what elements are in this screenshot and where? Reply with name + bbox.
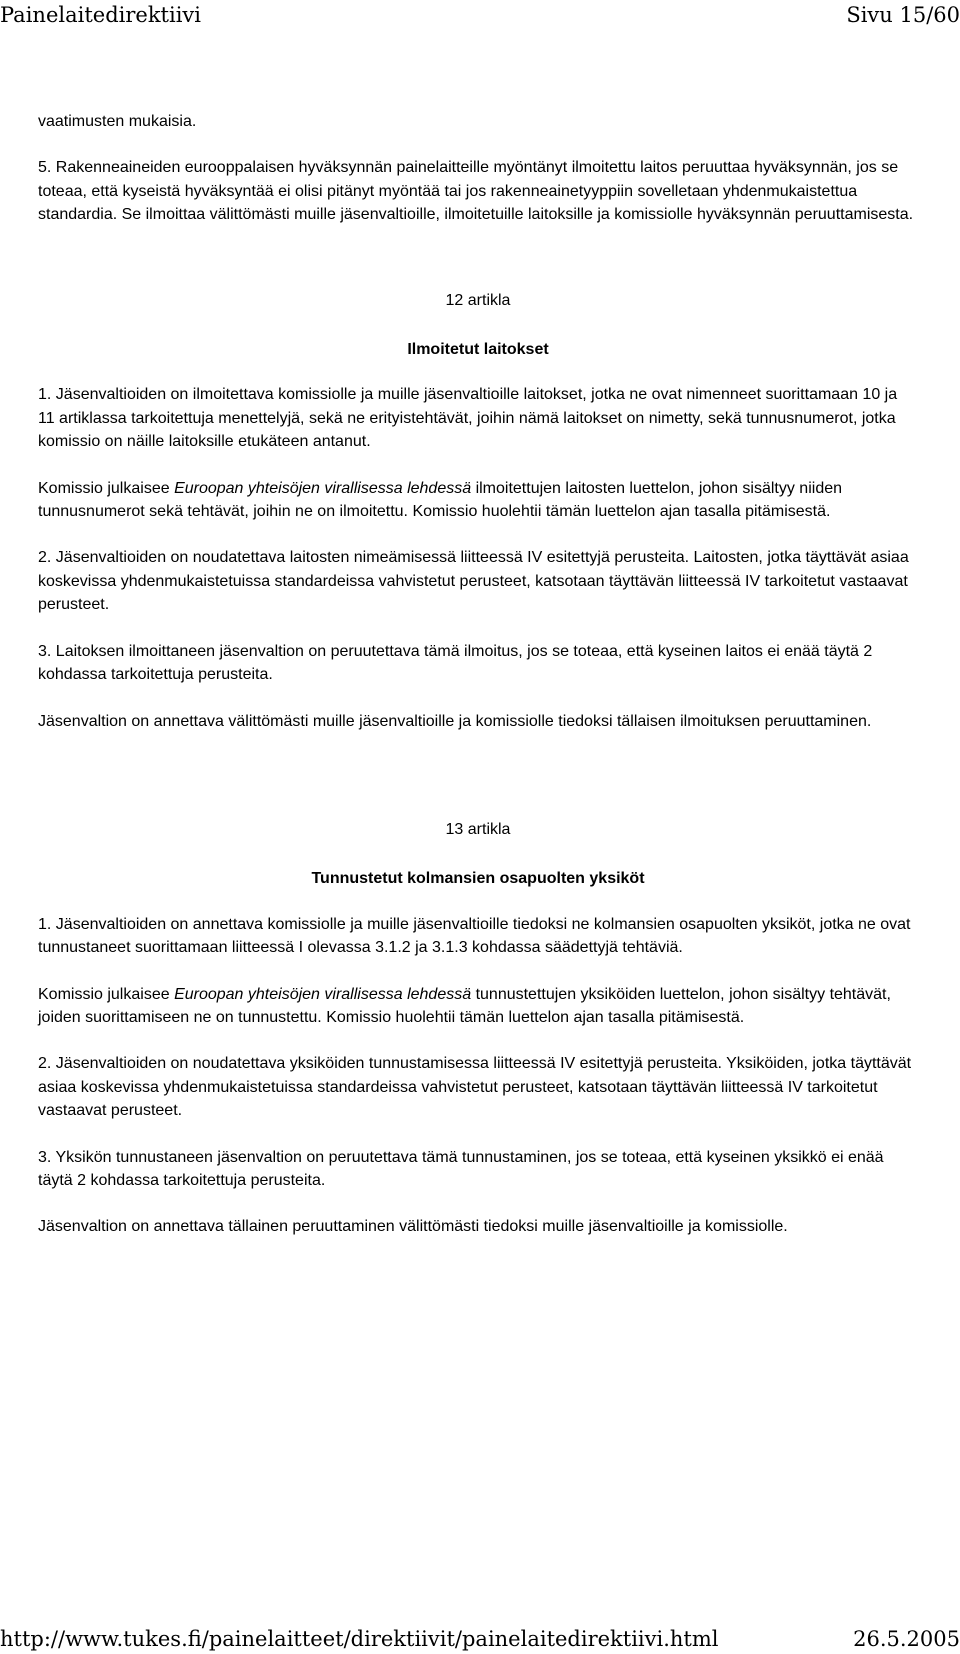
article-12-paragraph-1: 1. Jäsenvaltioiden on ilmoitettava komissiolle ja muille jäsenvaltioille laitokset, jotka ne ovat nimenneet suorittamaan 10 ja 11 artiklassa tarkoitettuja menettelyjä, sekä ne erityistehtävät, joihin nämä laitokset on nimetty, sekä tunnusnumerot, jotka komissio on näille laitoksille etukäteen antanut. [38,386,898,451]
document-body [38,110,918,1239]
article-13-number: 13 artikla [445,820,511,838]
page-footer [0,1624,960,1654]
journal-name: Euroopan yhteisöjen virallisessa lehdessä [174,479,472,497]
document-title: Painelaitedirektiivi [0,3,201,27]
paragraph-point-5: 5. Rakenneaineiden eurooppalaisen hyväksynnän painelaitteille myöntänyt ilmoitettu laitos peruuttaa hyväksynnän, jos se toteaa, että kyseistä hyväksyntää ei olisi pitänyt myöntää tai jos rakenneainetyyppiin sovelletaan yhdenmukaistettua standardia. Se ilmoittaa välittömästi muille jäsenvaltioille, ilmoitetuille laitoksille ja komissiolle hyväksynnän peruuttamisesta. [38,159,914,224]
paragraph-continuation: vaatimusten mukaisia. [38,113,197,130]
article-13-paragraph-2: Komissio julkaisee Euroopan yhteisöjen virallisessa lehdessä tunnustettujen yksiköiden luettelon, johon sisältyy tehtävät, joiden suorittamiseen ne on tunnustettu. Komissio huolehtii tämän luettelon ajan tasalla pitämisestä. [38,985,891,1026]
print-date: 26.5.2005 [853,1627,960,1651]
article-12-paragraph-2: Komissio julkaisee Euroopan yhteisöjen virallisessa lehdessä ilmoitettujen laitosten luettelon, johon sisältyy niiden tunnusnumerot sekä tehtävät, joihin ne on ilmoitettu. Komissio huolehtii tämän luettelon ajan tasalla pitämisestä. [38,479,843,521]
article-13-paragraph-5: Jäsenvaltion on annettava tällainen peruuttaminen välittömästi tiedoksi muille jäsenvaltioille ja komissiolle. [38,1218,788,1236]
article-12-number: 12 artikla [445,291,511,309]
article-12-paragraph-5: Jäsenvaltion on annettava välittömästi muille jäsenvaltioille ja komissiolle tiedoksi tällaisen ilmoituksen peruuttaminen. [38,712,872,730]
article-13-paragraph-4: 3. Yksikön tunnustaneen jäsenvaltion on peruutettava tämä tunnustaminen, jos se toteaa, että kyseinen yksikkö ei enää täytä 2 kohdassa tarkoitettuja perusteita. [38,1148,884,1189]
article-13-paragraph-3: 2. Jäsenvaltioiden on noudatettava yksiköiden tunnustamisessa liitteessä IV esitettyjä perusteita. Yksiköiden, jotka täyttävät asiaa koskevissa yhdenmukaistetuissa standardeissa vahvistetut perusteet, katsotaan täyttävän liitteessä IV tarkoitetut vastaavat perusteet. [38,1055,912,1120]
page-number: Sivu 15/60 [846,3,960,27]
article-12-paragraph-3: 2. Jäsenvaltioiden on noudatettava laitosten nimeämisessä liitteessä IV esitettyjä perusteita. Laitosten, jotka täyttävät asiaa koskevissa yhdenmukaistetuissa standardeissa vahvistetut perusteet, katsotaan täyttävän liitteessä IV tarkoitetut vastaavat perusteet. [38,549,909,614]
journal-name: Euroopan yhteisöjen virallisessa lehdessä [174,985,472,1003]
article-12-title: Ilmoitetut laitokset [407,341,549,359]
article-13-title: Tunnustetut kolmansien osapuolten yksiköt [311,870,645,888]
article-13-paragraph-1: 1. Jäsenvaltioiden on annettava komissiolle ja muille jäsenvaltioille tiedoksi ne kolmansien osapuolten yksiköt, jotka ne ovat tunnustaneet suorittamaan liitteessä I olevassa 3.1.2 ja 3.1.3 kohdassa säädettyjä tehtäviä. [38,915,911,957]
source-url: http://www.tukes.fi/painelaitteet/direktiivit/painelaitedirektiivi.html [0,1627,719,1651]
page-header [0,0,960,30]
article-12-paragraph-4: 3. Laitoksen ilmoittaneen jäsenvaltion on peruutettava tämä ilmoitus, jos se toteaa, että kyseinen laitos ei enää täytä 2 kohdassa tarkoitettuja perusteita. [38,642,873,684]
